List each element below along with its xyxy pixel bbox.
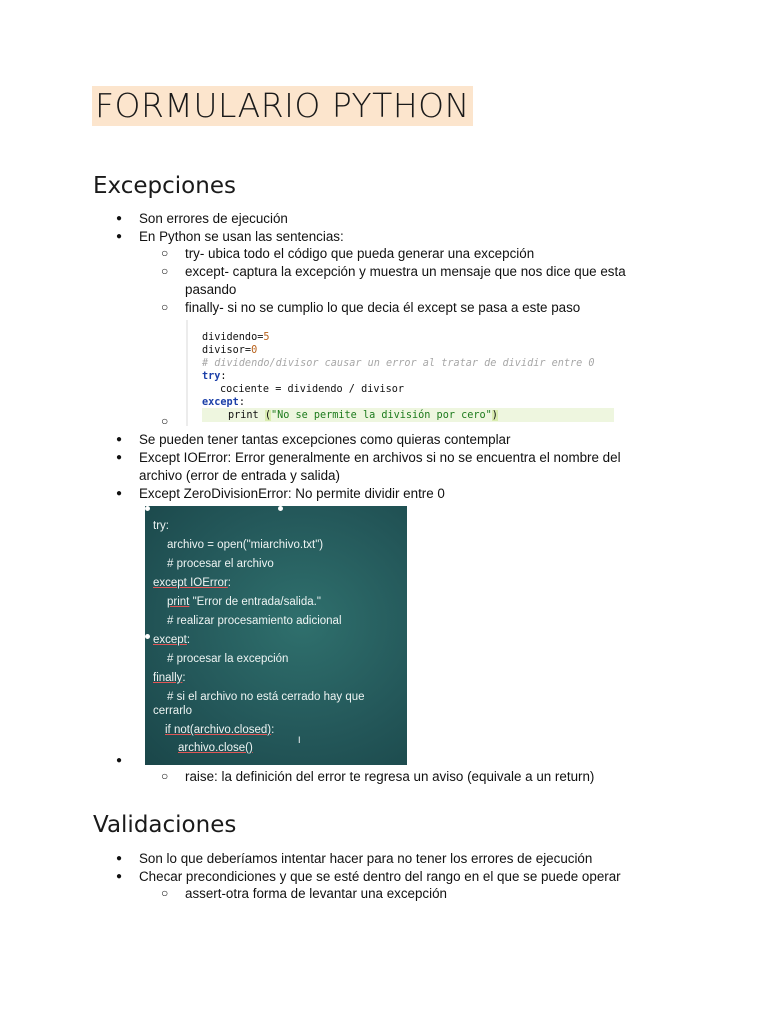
code-line: try:: [153, 520, 169, 532]
list-item: except- captura la excepción y muestra un mensaje que nos dice que esta: [185, 264, 626, 279]
code-line: archivo = open("miarchivo.txt"): [167, 539, 324, 551]
bullet-filled-icon: ●: [116, 488, 123, 499]
list-item: Checar precondiciones y que se esté dentro del rango en el que se puede operar: [139, 869, 621, 884]
list-item: Se pueden tener tantas excepciones como quieras contemplar: [139, 432, 511, 447]
list-item: En Python se usan las sentencias:: [139, 229, 344, 244]
list-item: Son lo que deberíamos intentar hacer para no tener los errores de ejecución: [139, 851, 593, 866]
list-item-continuation: pasando: [185, 282, 237, 297]
list-item: Except ZeroDivisionError: No permite dividir entre 0: [139, 486, 445, 501]
list-item-continuation: archivo (error de entrada y salida): [139, 468, 340, 483]
code-comment: cerrarlo: [153, 705, 192, 717]
text-cursor-icon: I: [298, 735, 301, 745]
heading-validaciones: Validaciones: [93, 812, 237, 838]
code-line: dividendo=5: [202, 332, 270, 343]
code-line: except IOError:: [153, 577, 231, 589]
heading-excepciones: Excepciones: [93, 173, 236, 199]
list-item: Son errores de ejecución: [139, 211, 288, 226]
bullet-filled-icon: ●: [116, 434, 123, 445]
bullet-hollow-icon: ○: [161, 300, 169, 314]
list-item: try- ubica todo el código que pueda generar una excepción: [185, 246, 535, 261]
code-image-division: [186, 320, 616, 426]
resize-handle-icon: [278, 506, 283, 511]
code-line: except:: [202, 397, 245, 408]
bullet-filled-icon: ●: [116, 452, 123, 463]
document-title: FORMULARIO PYTHON: [92, 86, 473, 126]
code-line: except:: [153, 634, 191, 646]
code-line: archivo.close(): [178, 742, 253, 754]
bullet-hollow-icon: ○: [161, 264, 169, 278]
code-line: cociente = dividendo / divisor: [220, 384, 405, 395]
code-line: divisor=0: [202, 345, 258, 356]
bullet-hollow-icon: ○: [161, 769, 169, 783]
code-line: print "Error de entrada/salida.": [167, 596, 321, 608]
code-comment: # procesar la excepción: [167, 653, 289, 665]
bullet-filled-icon: ●: [116, 871, 123, 882]
code-image-ioerror: [145, 506, 407, 765]
code-line: finally:: [153, 672, 186, 684]
code-comment: # si el archivo no está cerrado hay que: [167, 691, 365, 703]
code-comment: # procesar el archivo: [167, 558, 274, 570]
list-item: assert-otra forma de levantar una excepción: [185, 886, 448, 901]
code-line: print ("No se permite la división por cero"): [228, 410, 498, 421]
code-comment: # dividendo/divisor causar un error al tratar de dividir entre 0: [202, 358, 595, 369]
list-item: raise: la definición del error te regresa un aviso (equivale a un return): [185, 769, 595, 784]
list-item: finally- si no se cumplio lo que decia él except se pasa a este paso: [185, 300, 581, 315]
bullet-filled-icon: ●: [116, 213, 123, 224]
code-line: if not(archivo.closed):: [165, 724, 275, 736]
bullet-filled-icon: ●: [116, 231, 123, 242]
bullet-hollow-icon: ○: [161, 246, 169, 260]
list-item: Except IOError: Error generalmente en archivos si no se encuentra el nombre del: [139, 450, 621, 465]
resize-handle-icon: [145, 634, 150, 639]
bullet-hollow-icon: ○: [161, 414, 169, 428]
code-line: try:: [202, 371, 227, 382]
resize-handle-icon: [145, 506, 150, 511]
code-comment: # realizar procesamiento adicional: [167, 615, 342, 627]
bullet-filled-icon: ●: [116, 853, 123, 864]
bullet-hollow-icon: ○: [161, 886, 169, 900]
bullet-filled-icon: ●: [116, 755, 123, 766]
